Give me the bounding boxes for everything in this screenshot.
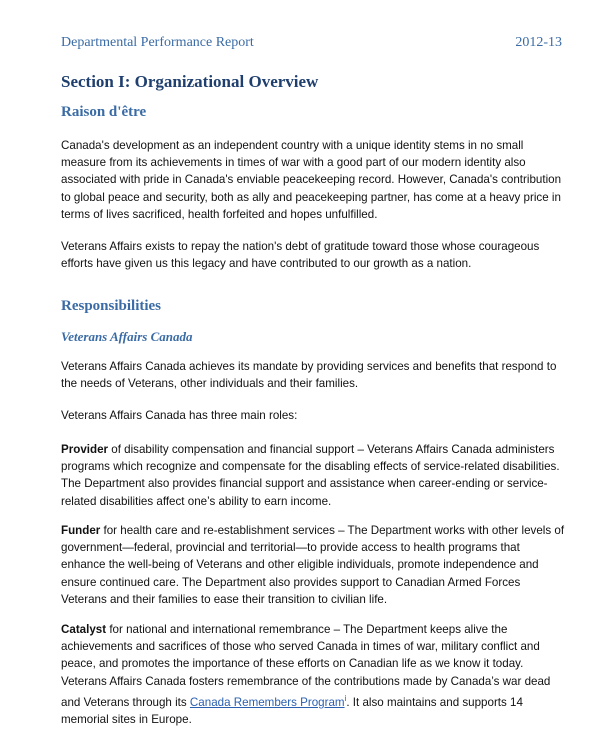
mandate-paragraph: Veterans Affairs Canada achieves its mandate by providing services and benefits that respond to the needs of Veterans, other individuals and their families.	[61, 360, 557, 391]
funder-text: for health care and re-establishment services – The Department works with other levels of government—federal, provincial and territorial—to provide access to health programs that enhance the well-being of Veterans and other eligible individuals, promote independence and ensure continued care. The Department also provides support to Canadian Armed Forces Veterans and their families to ease their transition to civilian life.	[61, 524, 565, 606]
raison-paragraph-2: Veterans Affairs exists to repay the nation's debt of gratitude toward those whose courageous efforts have given us this legacy and have contributed to our growth as a nation.	[61, 240, 540, 271]
endnote-marker: i	[344, 693, 347, 703]
page-header	[61, 35, 562, 51]
responsibilities-heading: Responsibilities	[61, 298, 162, 314]
roles-intro-paragraph: Veterans Affairs Canada has three main roles:	[61, 409, 298, 422]
report-title: Departmental Performance Report	[61, 35, 254, 50]
section-title: Section I: Organizational Overview	[61, 72, 319, 91]
report-year: 2012-13	[515, 35, 562, 50]
funder-term: Funder	[61, 524, 101, 537]
catalyst-text-after: . It also maintains and supports 14 memorial sites in Europe.	[61, 695, 523, 726]
raison-heading: Raison d'être	[61, 104, 147, 120]
provider-text: of disability compensation and financial support – Veterans Affairs Canada administers programs which recognize and compensate for the disabling effects of service-related disabilities. The Department also provides financial support and assistance when career-ending or service-related disabilities affect one’s ability to earn income.	[61, 443, 560, 508]
catalyst-text: for national and international remembrance – The Department keeps alive the achievements and sacrifices of those who served Canada in times of war, military conflict and peace, and promotes the importance of these efforts on Canadian life as we know it today. Veterans Affairs Canada fosters remembrance of the contributions made by Canada’s war dead and Veterans through its	[61, 623, 551, 709]
provider-paragraph	[61, 441, 566, 510]
provider-term: Provider	[61, 443, 109, 456]
canada-remembers-link[interactable]: Canada Remembers Program	[189, 695, 345, 709]
catalyst-term: Catalyst	[61, 623, 107, 636]
raison-paragraph-1: Canada's development as an independent country with a unique identity stems in no small measure from its achievements in times of war with a good part of our modern identity also associated with pride in Canada's enviable peacekeeping record. However, Canada's contribution to global peace and security, both as ally and peacekeeping partner, has come at a heavy price in terms of lives sacrificed, health forfeited and hopes unfulfilled.	[61, 139, 562, 221]
vac-subheading: Veterans Affairs Canada	[61, 329, 193, 344]
funder-paragraph	[61, 522, 566, 608]
catalyst-paragraph	[61, 621, 566, 728]
